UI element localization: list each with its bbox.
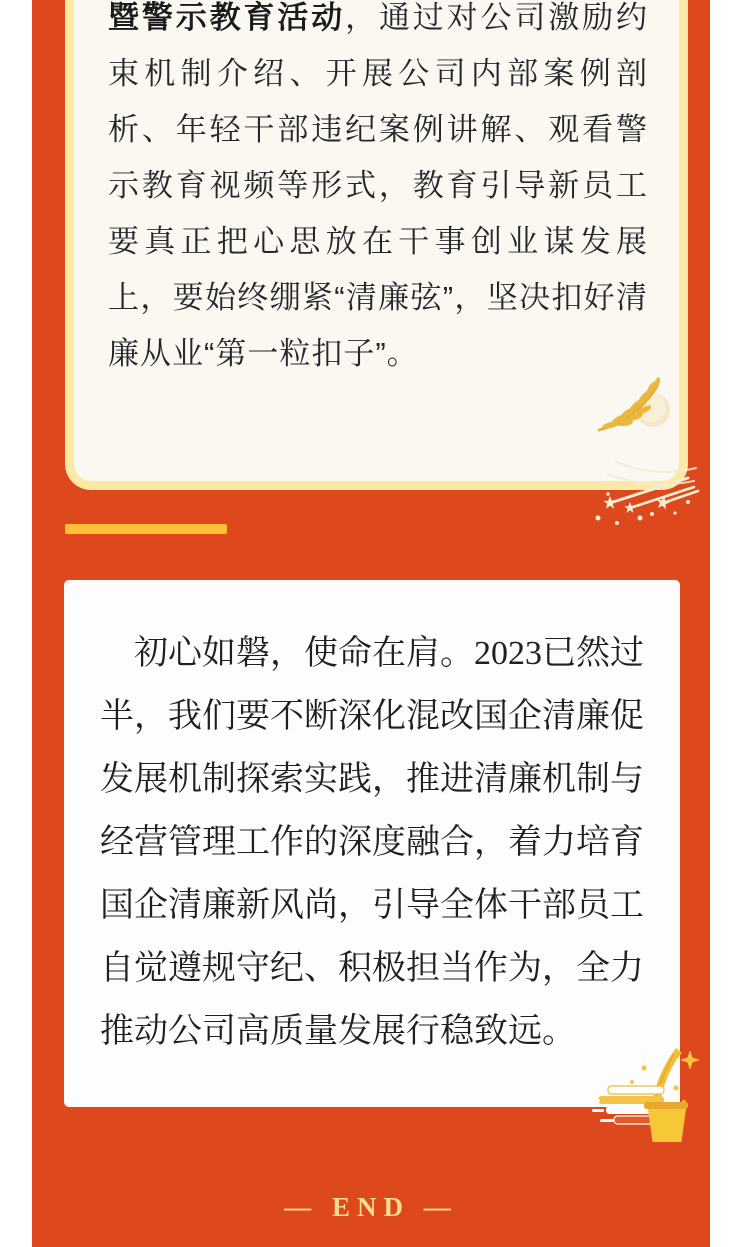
card1-body-text: ，通过对公司激励约束机制介绍、开展公司内部案例剖析、年轻干部违纪案例讲解、观看警示教育视频等形式，教育引导新员工要真正把心思放在干事创业谋发展上，要始终绷紧“清廉弦”，坚决扣好清廉从业“第一粒扣子”。: [108, 0, 649, 371]
card1-lead-bold: 暨警示教育活动: [108, 0, 346, 35]
orange-background: [32, 0, 710, 1247]
content-card-2: [64, 580, 680, 1107]
card2-paragraph: 初心如磐，使命在肩。2023已然过半，我们要不断深化混改国企清廉促发展机制探索实践，推进清廉机制与经营管理工作的深度融合，着力培育国企清廉新风尚，引导全体干部员工自觉遵规守纪、积极担当作为，全力推动公司高质量发展行稳致远。: [100, 635, 644, 1050]
shooting-stars-icon: [538, 450, 702, 532]
books-and-quill-pen-icon: [588, 1044, 712, 1148]
wheat-branch-icon: [595, 373, 681, 437]
content-card-1: [65, 0, 688, 490]
end-marker: — END —: [284, 1192, 458, 1222]
card1-paragraph: [108, 0, 648, 382]
gold-divider-bar: [65, 524, 227, 534]
